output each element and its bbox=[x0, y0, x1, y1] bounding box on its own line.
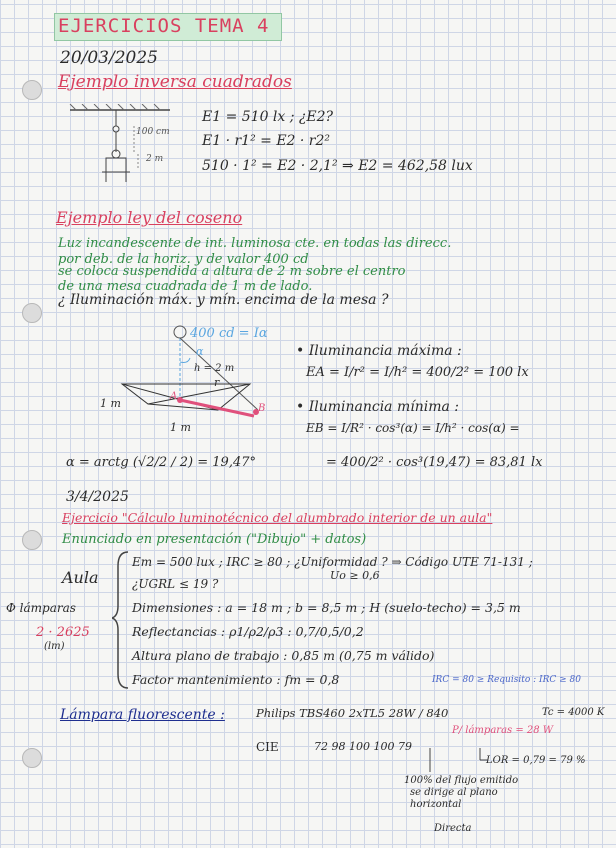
requirement-ugr: ¿UGRL ≤ 19 ? bbox=[132, 577, 219, 591]
annotation-arrows bbox=[420, 744, 490, 774]
lamp-title: Lámpara fluorescente : bbox=[60, 707, 225, 723]
alpha-equation: α = arctg (√2/2 / 2) = 19,47° bbox=[66, 455, 256, 470]
fig-height: h = 2 m bbox=[194, 363, 235, 374]
min-illuminance-eq2: = 400/2² · cos³(19,47) = 83,81 lx bbox=[326, 455, 543, 470]
requirement-line-1: Em = 500 lux ; IRC ≥ 80 ; ¿Uniformidad ? ⇒ Código UTE 71-131 ; bbox=[132, 555, 533, 569]
date-heading: 20/03/2025 bbox=[60, 48, 158, 68]
aula-label: Aula bbox=[62, 568, 99, 587]
ex2-statement-2: por deb. de la horiz. y de valor 400 cd bbox=[58, 252, 309, 267]
flux-note-3: horizontal bbox=[410, 799, 462, 810]
ex2-question: ¿ Iluminación máx. y mín. encima de la mesa ? bbox=[58, 292, 389, 308]
ex1-title: Ejemplo inversa cuadrados bbox=[58, 72, 292, 92]
ex2-statement-3: se coloca suspendida a altura de 2 m sobre el centro bbox=[58, 264, 406, 279]
inverse-square-figure bbox=[66, 104, 176, 186]
power-note: P/ lámparas = 28 W bbox=[452, 725, 554, 736]
irc-note: IRC = 80 ≥ Requisito : IRC ≥ 80 bbox=[432, 675, 581, 685]
fig-point-a: A bbox=[170, 391, 178, 402]
ex2-statement-4: de una mesa cuadrada de 1 m de lado. bbox=[58, 279, 313, 294]
dimensions: Dimensiones : a = 18 m ; b = 8,5 m ; H (suelo-techo) = 3,5 m bbox=[132, 600, 521, 615]
max-illuminance-title: • Iluminancia máxima : bbox=[296, 343, 462, 359]
binder-hole bbox=[22, 80, 42, 100]
lamp-flux-label: Φ lámparas bbox=[6, 601, 76, 615]
fig-side-2: 1 m bbox=[170, 421, 191, 434]
flux-note-4: Directa bbox=[434, 823, 472, 834]
ex3-title: Ejercicio "Cálculo luminotécnico del alumbrado interior de un aula" bbox=[62, 510, 493, 525]
cie-values: 72 98 100 100 79 bbox=[314, 740, 412, 753]
lamp-model: Philips TBS460 2xTL5 28W / 840 bbox=[256, 706, 449, 720]
lamp-color-temp: Tc = 4000 K bbox=[542, 707, 605, 718]
reflectances: Reflectancias : ρ1/ρ2/ρ3 : 0,7/0,5/0,2 bbox=[132, 624, 364, 639]
requirements-brace bbox=[112, 550, 132, 690]
fig-lamp-intensity: 400 cd = Iα bbox=[190, 326, 268, 341]
ex1-line2: E1 · r1² = E2 · r2² bbox=[202, 133, 331, 149]
flux-note-1: 100% del flujo emitido bbox=[404, 775, 519, 786]
fig-side-1: 1 m bbox=[100, 397, 121, 410]
min-illuminance-title: • Iluminancia mínima : bbox=[296, 399, 460, 415]
date-heading-2: 3/4/2025 bbox=[66, 489, 129, 505]
ex2-statement-1: Luz incandescente de int. luminosa cte. en todas las direcc. bbox=[58, 236, 452, 251]
fig-alpha: α bbox=[196, 345, 204, 358]
lor-value: LOR = 0,79 = 79 % bbox=[486, 755, 586, 766]
lamp-flux-unit: (lm) bbox=[44, 641, 65, 652]
binder-hole bbox=[22, 748, 42, 768]
fig-point-b: B bbox=[258, 403, 266, 414]
maintenance-factor: Factor mantenimiento : fm = 0,8 bbox=[132, 672, 340, 687]
page-title: EJERCICIOS TEMA 4 bbox=[58, 15, 270, 37]
fig-distance-2: 2 m bbox=[146, 154, 164, 164]
cie-label: CIE bbox=[256, 740, 279, 754]
ex1-line3: 510 · 1² = E2 · 2,1² ⇒ E2 = 462,58 lux bbox=[202, 158, 473, 174]
fig-r: r bbox=[214, 376, 220, 389]
binder-hole bbox=[22, 303, 42, 323]
binder-hole bbox=[22, 530, 42, 550]
ex3-subtitle: Enunciado en presentación ("Dibujo" + datos) bbox=[62, 532, 367, 547]
flux-note-2: se dirige al plano bbox=[410, 787, 498, 798]
min-illuminance-eq1: EB = I/R² · cos³(α) = I/h² · cos(α) = bbox=[306, 421, 520, 435]
work-plane-height: Altura plano de trabajo : 0,85 m (0,75 m válido) bbox=[132, 648, 435, 663]
lamp-flux-value: 2 · 2625 bbox=[36, 625, 90, 640]
ex1-line1: E1 = 510 lx ; ¿E2? bbox=[202, 109, 334, 125]
fig-distance-1: 100 cm bbox=[136, 127, 170, 137]
requirement-uniformity: Uo ≥ 0,6 bbox=[330, 569, 380, 582]
ex2-title: Ejemplo ley del coseno bbox=[56, 208, 243, 227]
max-illuminance-eq: EA = I/r² = I/h² = 400/2² = 100 lx bbox=[306, 365, 529, 380]
